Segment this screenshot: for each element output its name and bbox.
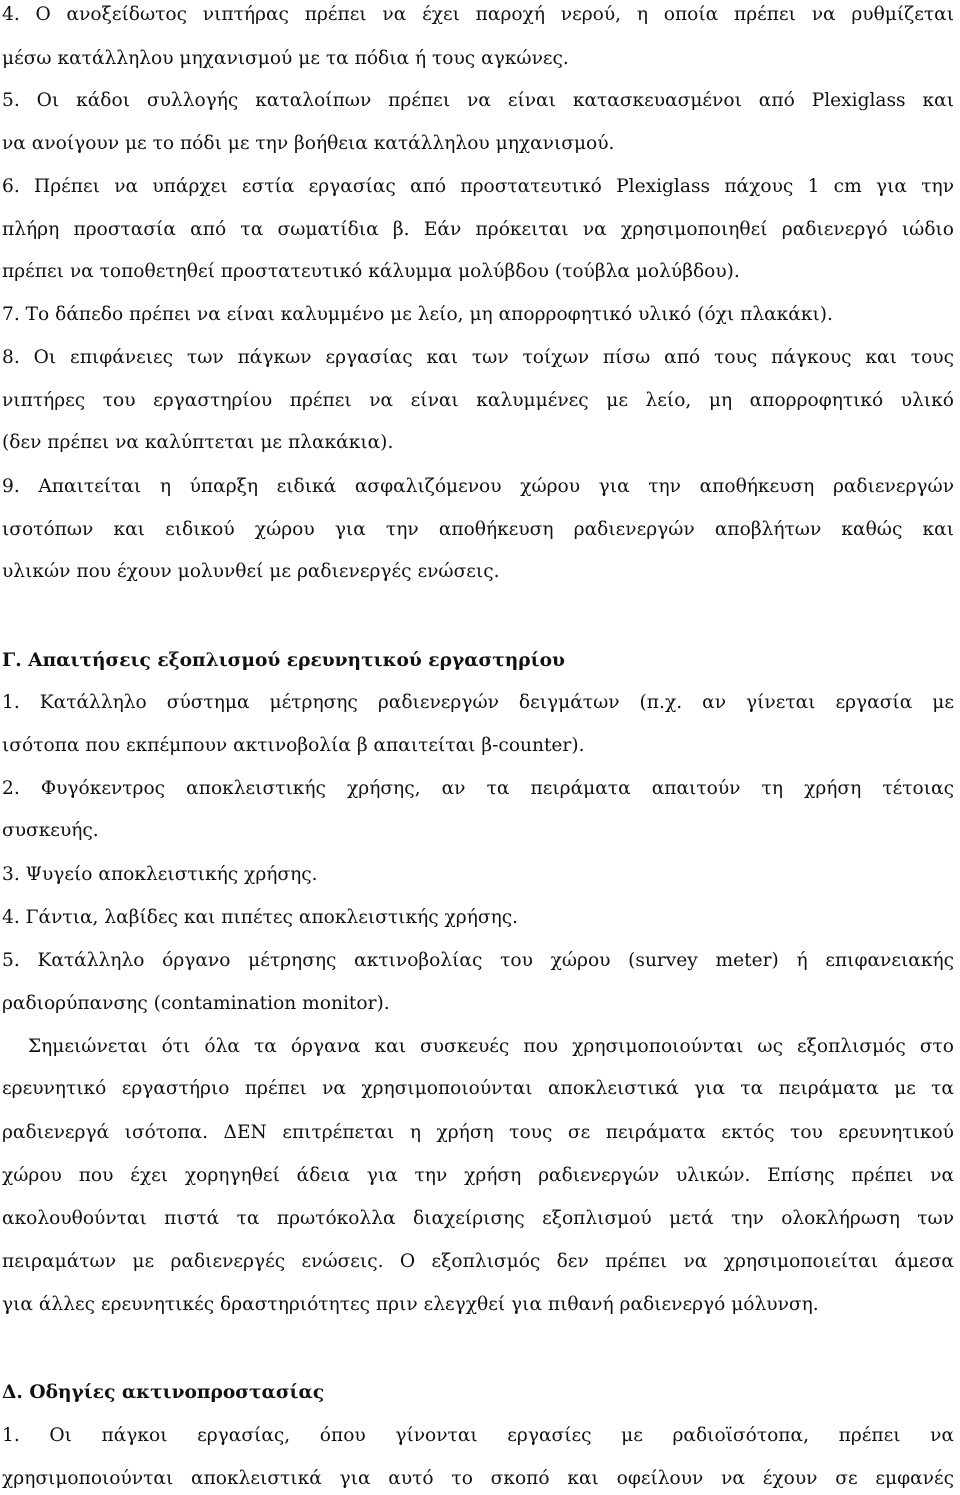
text-line: ερευνητικό εργαστήριο πρέπει να χρησιμοποιούνται αποκλειστικά για τα πειράματα με τα <box>2 1078 954 1099</box>
text-line: υλικών που έχουν μολυνθεί με ραδιενεργές ενώσεις. <box>2 561 500 582</box>
text-line: για άλλες ερευνητικές δραστηριότητες πριν ελεγχθεί για πιθανή ραδιενεργό μόλυνση. <box>2 1294 819 1315</box>
text-line: μέσω κατάλληλου μηχανισμού με τα πόδια ή τους αγκώνες. <box>2 48 569 69</box>
text-line: ραδιορύπανσης (contamination monitor). <box>2 993 390 1014</box>
text-line: ραδιενεργά ισότοπα. ΔΕΝ επιτρέπεται η χρήση τους σε πειράματα εκτός του ερευνητικού <box>2 1122 954 1143</box>
text-line: 1. Κατάλληλο σύστημα μέτρησης ραδιενεργών δειγμάτων (π.χ. αν γίνεται εργασία με <box>2 692 954 713</box>
text-line: 5. Κατάλληλο όργανο μέτρησης ακτινοβολίας του χώρου (survey meter) ή επιφανειακής <box>2 950 954 971</box>
text-line: χώρου που έχει χορηγηθεί άδεια για την χρήση ραδιενεργών υλικών. Επίσης πρέπει να <box>2 1165 954 1186</box>
text-line: (δεν πρέπει να καλύπτεται με πλακάκια). <box>2 432 394 453</box>
text-line: πρέπει να τοποθετηθεί προστατευτικό κάλυμμα μολύβδου (τούβλα μολύβδου). <box>2 261 740 282</box>
text-line: 7. Το δάπεδο πρέπει να είναι καλυμμένο με λείο, μη απορροφητικό υλικό (όχι πλακάκι). <box>2 304 833 325</box>
text-line: ισοτόπων και ειδικού χώρου για την αποθήκευση ραδιενεργών αποβλήτων καθώς και <box>2 519 954 540</box>
section-heading-radiation-protection: Δ. Οδηγίες ακτινοπροστασίας <box>2 1382 325 1403</box>
text-line: 2. Φυγόκεντρος αποκλειστικής χρήσης, αν τα πειράματα απαιτούν τη χρήση τέτοιας <box>2 778 954 799</box>
text-line: 6. Πρέπει να υπάρχει εστία εργασίας από προστατευτικό Plexiglass πάχους 1 cm για την <box>2 176 954 197</box>
text-line: πλήρη προστασία από τα σωματίδια β. Εάν πρόκειται να χρησιμοποιηθεί ραδιενεργό ιώδιο <box>2 219 954 240</box>
text-line: να ανοίγουν με το πόδι με την βοήθεια κατάλληλου μηχανισμού. <box>2 133 615 154</box>
text-line: Σημειώνεται ότι όλα τα όργανα και συσκευές που χρησιμοποιούνται ως εξοπλισμός στο <box>28 1036 954 1057</box>
text-line: χρησιμοποιούνται αποκλειστικά για αυτό το σκοπό και οφείλουν να έχουν σε εμφανές <box>2 1468 954 1489</box>
text-line: 3. Ψυγείο αποκλειστικής χρήσης. <box>2 864 318 885</box>
text-line: ισότοπα που εκπέμπουν ακτινοβολία β απαιτείται β-counter). <box>2 735 585 756</box>
text-line: νιπτήρες του εργαστηρίου πρέπει να είναι καλυμμένες με λείο, μη απορροφητικό υλικό <box>2 390 954 411</box>
text-line: συσκευής. <box>2 820 99 841</box>
text-line: 8. Οι επιφάνειες των πάγκων εργασίας και των τοίχων πίσω από τους πάγκους και τους <box>2 347 954 368</box>
text-line: ακολουθούνται πιστά τα πρωτόκολλα διαχείρισης εξοπλισμού μετά την ολοκλήρωση των <box>2 1208 954 1229</box>
text-line: 5. Οι κάδοι συλλογής καταλοίπων πρέπει να είναι κατασκευασμένοι από Plexiglass και <box>2 90 954 111</box>
text-line: 1. Οι πάγκοι εργασίας, όπου γίνονται εργασίες με ραδιοϊσότοπα, πρέπει να <box>2 1425 954 1446</box>
text-line: 9. Απαιτείται η ύπαρξη ειδικά ασφαλιζόμενου χώρου για την αποθήκευση ραδιενεργών <box>2 476 954 497</box>
text-line: 4. Γάντια, λαβίδες και πιπέτες αποκλειστικής χρήσης. <box>2 907 519 928</box>
text-line: πειραμάτων με ραδιενεργές ενώσεις. Ο εξοπλισμός δεν πρέπει να χρησιμοποιείται άμεσα <box>2 1251 954 1272</box>
text-line: 4. Ο ανοξείδωτος νιπτήρας πρέπει να έχει παροχή νερού, η οποία πρέπει να ρυθμίζεται <box>2 4 954 25</box>
section-heading-equipment: Γ. Απαιτήσεις εξοπλισμού ερευνητικού εργαστηρίου <box>2 650 565 671</box>
